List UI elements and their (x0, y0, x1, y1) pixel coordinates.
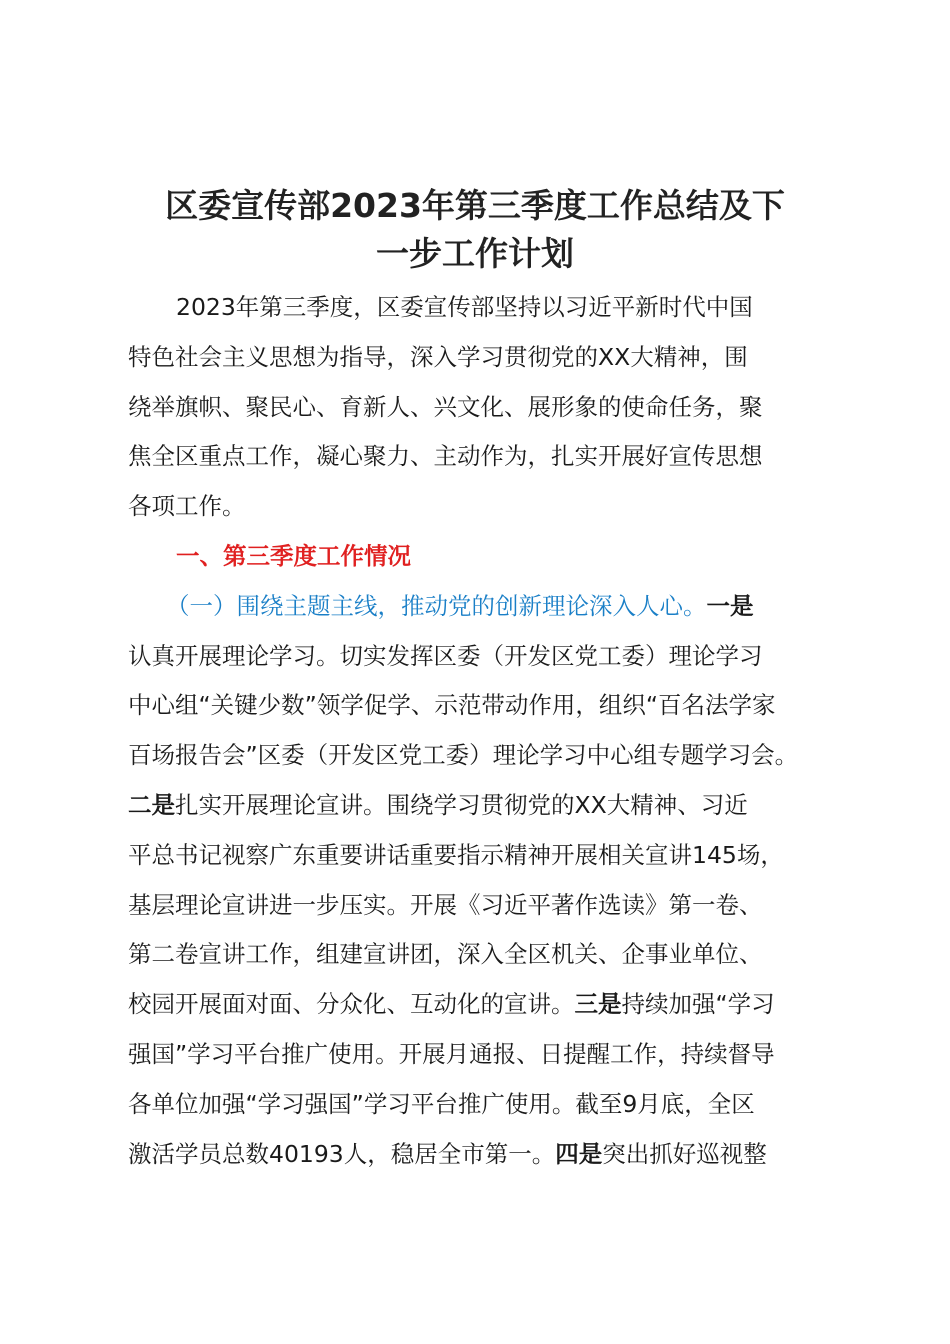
para-line-5 (128, 781, 868, 831)
para-line-9 (128, 980, 868, 1030)
para-line-12-a: 激活学员总数40193人，稳居全市第一。 (128, 1139, 556, 1168)
para-line-6: 平总书记视察广东重要讲话重要指示精神开展相关宣讲145场， (128, 840, 784, 869)
document-title (100, 182, 850, 278)
intro-line-1: 2023年第三季度，区委宣传部坚持以习近平新时代中国 (176, 293, 753, 321)
document-body (128, 283, 868, 1179)
lead-four: 四是 (555, 1139, 603, 1168)
para-line-7: 基层理论宣讲进一步压实。开展《习近平著作选读》第一卷、 (128, 890, 763, 919)
title-line-2: 一步工作计划 (376, 234, 574, 273)
para-line-4: 百场报告会”区委（开发区党工委）理论学习中心组专题学习会。 (128, 741, 799, 770)
intro-line-3: 绕举旗帜、聚民心、育新人、兴文化、展形象的使命任务，聚 (128, 392, 763, 421)
para-line-8: 第二卷宣讲工作，组建宣讲团，深入全区机关、企事业单位、 (128, 940, 763, 969)
lead-one: 一是 (706, 591, 754, 620)
subsection-heading: （一）围绕主题主线，推动党的创新理论深入人心。 (166, 591, 707, 620)
para-line-5-rest: 扎实开展理论宣讲。围绕学习贯彻党的XX大精神、习近 (175, 790, 748, 819)
lead-three: 三是 (574, 990, 622, 1019)
para-line-12-b: 突出抓好巡视整 (602, 1139, 767, 1168)
para-line-9-b: 持续加强“学习 (621, 990, 775, 1019)
subsection-first-line (128, 582, 868, 632)
intro-line-2: 特色社会主义思想为指导，深入学习贯彻党的XX大精神，围 (128, 342, 748, 371)
para-line-12 (128, 1130, 868, 1180)
section-heading: 一、第三季度工作情况 (176, 541, 411, 570)
para-line-3: 中心组“关键少数”领学促学、示范带动作用，组织“百名法学家 (128, 691, 776, 720)
para-line-11: 各单位加强“学习强国”学习平台推广使用。截至9月底，全区 (128, 1089, 755, 1118)
intro-line-5: 各项工作。 (128, 492, 246, 521)
intro-line-4: 焦全区重点工作，凝心聚力、主动作为，扎实开展好宣传思想 (128, 442, 763, 471)
title-line-1: 区委宣传部2023年第三季度工作总结及下 (165, 186, 785, 225)
para-line-10: 强国”学习平台推广使用。开展月通报、日提醒工作，持续督导 (128, 1039, 775, 1068)
para-line-2: 认真开展理论学习。切实发挥区委（开发区党工委）理论学习 (128, 641, 763, 670)
lead-two: 二是 (128, 790, 175, 819)
para-line-9-a: 校园开展面对面、分众化、互动化的宣讲。 (128, 990, 575, 1019)
